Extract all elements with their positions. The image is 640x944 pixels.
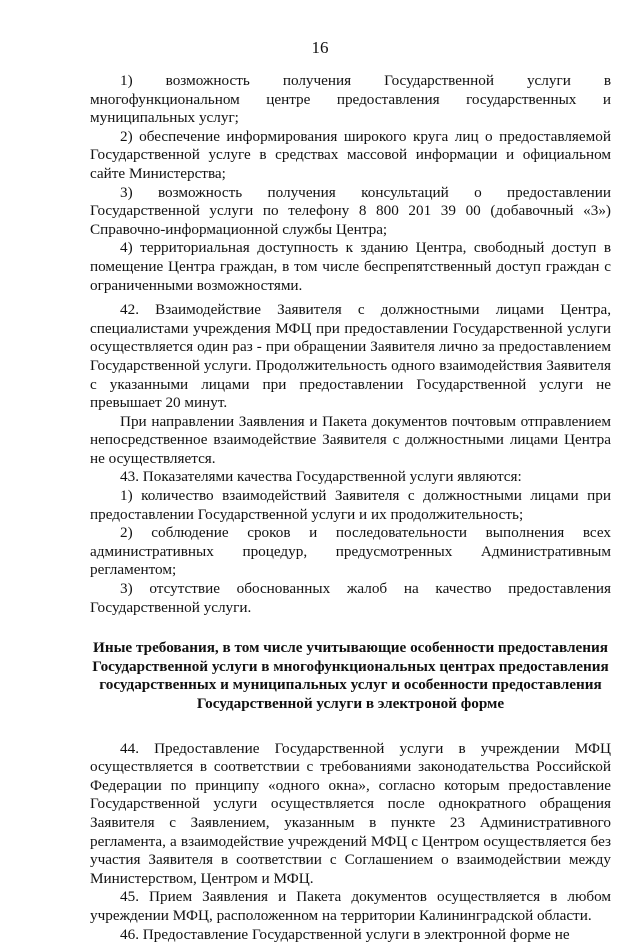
section-heading: Иные требования, в том числе учитывающие особенности предоставления Государственной услуги в многофункциональных центрах предоставления государственных и муниципальных услуг и особенности предоставления Государственной услуги в электроной форме — [92, 639, 609, 712]
list-item: 1) количество взаимодействий Заявителя с должностными лицами при предоставлении Государственной услуги и их продолжительность; — [90, 487, 611, 523]
paragraph-42: 42. Взаимодействие Заявителя с должностными лицами Центра, специалистами учреждения МФЦ при предоставлении Государственной услуги осуществляется один раз - при обращении Заявителя лично за предоставлением Государственной услуги. Продолжительность одного взаимодействия Заявителя с указанными лицами при предоставлении Государственной услуги не превышает 20 минут. — [90, 301, 611, 412]
page-number: 16 — [311, 38, 329, 57]
paragraph: При направлении Заявления и Пакета документов почтовым отправлением непосредственное взаимодействие Заявителя с должностными лицами Центра не осуществляется. — [90, 412, 611, 467]
paragraph-46: 46. Предоставление Государственной услуги в электронной форме не — [120, 925, 570, 943]
list-item: 3) возможность получения консультаций о предоставлении Государственной услуги по телефону 8 800 201 39 00 (добавочный «3») Справочно-информационной службы Центра; — [90, 183, 611, 238]
paragraph-43: 43. Показателями качества Государственной услуги являются: — [120, 468, 522, 486]
document-body — [90, 72, 611, 944]
list-item: 1) возможность получения Государственной услуги в многофункциональном центре предоставления государственных и муниципальных услуг; — [90, 72, 611, 127]
paragraph-45: 45. Прием Заявления и Пакета документов осуществляется в любом учреждении МФЦ, расположенном на территории Калининградской области. — [90, 888, 611, 924]
list-item: 3) отсутствие обоснованных жалоб на качество предоставления Государственной услуги. — [90, 580, 611, 616]
paragraph-44: 44. Предоставление Государственной услуги в учреждении МФЦ осуществляется в соответствии с требованиями законодательства Российской Федерации по принципу «одного окна», согласно которым предоставление Государственной услуги осуществляется после однократного обращения Заявителя с Заявлением, указанным в пункте 23 Административного регламента, а взаимодействие учреждений МФЦ с Центром осуществляется без участия Заявителя в соответствии с Соглашением о взаимодействии между Министерством, Центром и МФЦ. — [90, 739, 611, 887]
list-item: 4) территориальная доступность к зданию Центра, свободный доступ в помещение Центра граждан, в том числе беспрепятственный доступ граждан с ограниченными возможностями. — [90, 239, 611, 294]
list-item: 2) соблюдение сроков и последовательности выполнения всех административных процедур, предусмотренных Административным регламентом; — [90, 524, 611, 579]
list-item: 2) обеспечение информирования широкого круга лиц о предоставляемой Государственной услуге в средствах массовой информации и официальном сайте Министерства; — [90, 127, 611, 182]
